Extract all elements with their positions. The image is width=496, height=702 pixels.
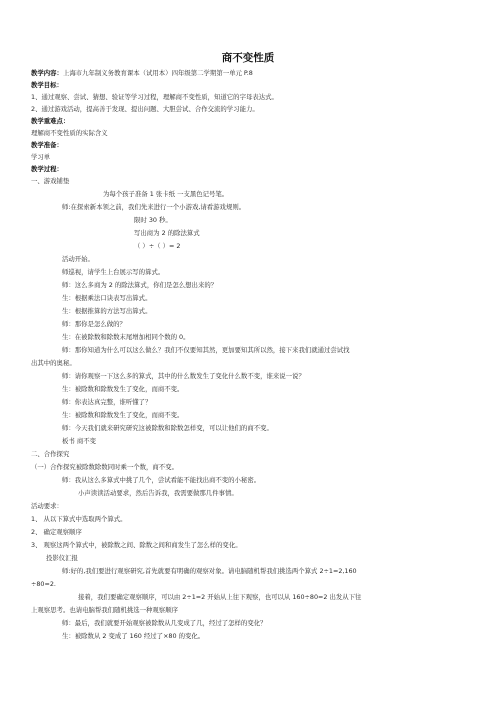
s1-line: 生：被除数和除数发生了变化，而商不变。 [62,411,184,419]
s2-line: 接着，我们要确定观察顺序，可以由 2÷1=2 开始从上往下观察，也可以从 160÷80=2 出发从下往 [78,593,362,601]
s1-line-cont: 出其中的奥秘。 [31,359,76,367]
process-label: 教学过程： [31,165,63,173]
s1-line: 生：根据乘法口诀表写出算式。 [62,294,152,302]
key-label: 教学重难点： [31,117,70,125]
requirement-1: 1、 从以下算式中选取两个算式。 [31,515,127,523]
s2-line: 生：被除数从 2 变成了 160 经过了×80 的变化。 [62,632,205,640]
s1-formula: （ ）÷（ ）= 2 [134,242,181,250]
s1-line: 师：今天我们就来研究研究这被除数和除数怎样变，可以让他们的商不变。 [62,424,273,432]
s1-line: 师：那你是怎么做的？ [62,320,126,328]
key-text: 理解商不变性质的实际含义 [31,129,108,137]
s2-line: 小声读读活动要求，然后告诉我，我需要做那几件事情。 [78,489,238,497]
requirement-3: 3、 观察这两个算式中，被除数之间、除数之间和商发生了怎么样的变化。 [31,541,242,549]
s1-line: 师：请你观察一下这么多的算式，其中的什么数发生了变化什么数不变，谁来说一说？ [62,372,305,380]
s1-line: 活动开始。 [62,255,94,263]
content-label: 教学内容： [31,69,63,77]
s2-line: 师：我从这么多算式中挑了几个，尝试看能不能找出商不变的小秘密。 [62,476,261,484]
page-title: 商不变性质 [221,52,275,64]
prep-label: 教学准备： [31,141,63,149]
requirements-label: 活动要求： [31,502,63,510]
goal-1: 1、通过观察、尝试、猜想、验证等学习过程，理解商不变性质，知道它的字母表达式。 [31,93,278,101]
s1-line: 师：你表达真完整，谁听懂了？ [62,398,152,406]
section-2-subtitle: （一）合作探究被除数除数同时乘一个数，商不变。 [31,463,178,471]
s1-line: 生：被除数和除数发生了变化，而商不变。 [62,385,184,393]
s1-line: 写出商为 2 的除法算式 [134,229,200,237]
s1-board: 板书 商不变 [62,437,96,445]
content-row [31,68,471,78]
goals-label: 教学目标： [31,81,63,89]
s1-line: 限时 30 秒。 [134,216,172,224]
s1-line: 师：那你知道为什么可以这么做么？我们不仅要知其然，更加要知其所以然，接下来我们就通过尝试找 [62,346,350,354]
section-2-title: 二、合作探究 [31,450,70,458]
s2-line-cont: ÷80=2. [31,580,56,588]
s1-line: 师巡视，请学生上台展示写的算式。 [62,268,165,276]
s2-line: 投影仪汇报 [46,554,78,562]
prep-text: 学习单 [31,153,51,161]
s1-line: 师:在探索新本领之前，我们先来进行一个小游戏,请看游戏规则。 [62,203,246,211]
s1-line: 生：根据推算的方法写出算式。 [62,307,152,315]
s1-line: 为每个孩子准备 1 张卡纸 一支黑色记号笔。 [103,190,229,198]
s1-line: 师：这么多商为 2 的除法算式，你们是怎么想出来的？ [62,281,218,289]
s1-line: 生：在被除数和除数末尾增加相同个数的 0。 [62,333,190,341]
s2-line-cont: 上观察思考。也请电脑帮我们随机挑选一种观察顺序 [31,606,178,614]
s2-line: 师:好的,我们要进行观察研究,首先就要有明确的观察对象。请电脑随机帮我们挑选两个算式 2÷1=2,160 [62,567,357,575]
requirement-2: 2、 确定观察顺序 [31,528,82,536]
goal-2: 2、通过游戏活动，提高善于发现、提出问题、大胆尝试、合作交流的学习能力。 [31,105,259,113]
section-1-title: 一、游戏铺垫 [31,177,70,185]
s2-line: 师：最后，我们就要开始观察被除数从几变成了几，经过了怎样的变化？ [62,619,267,627]
content-text: 上海市九年制义务教育课本（试用本）四年级第二学期第一单元 P.8 [62,69,253,77]
